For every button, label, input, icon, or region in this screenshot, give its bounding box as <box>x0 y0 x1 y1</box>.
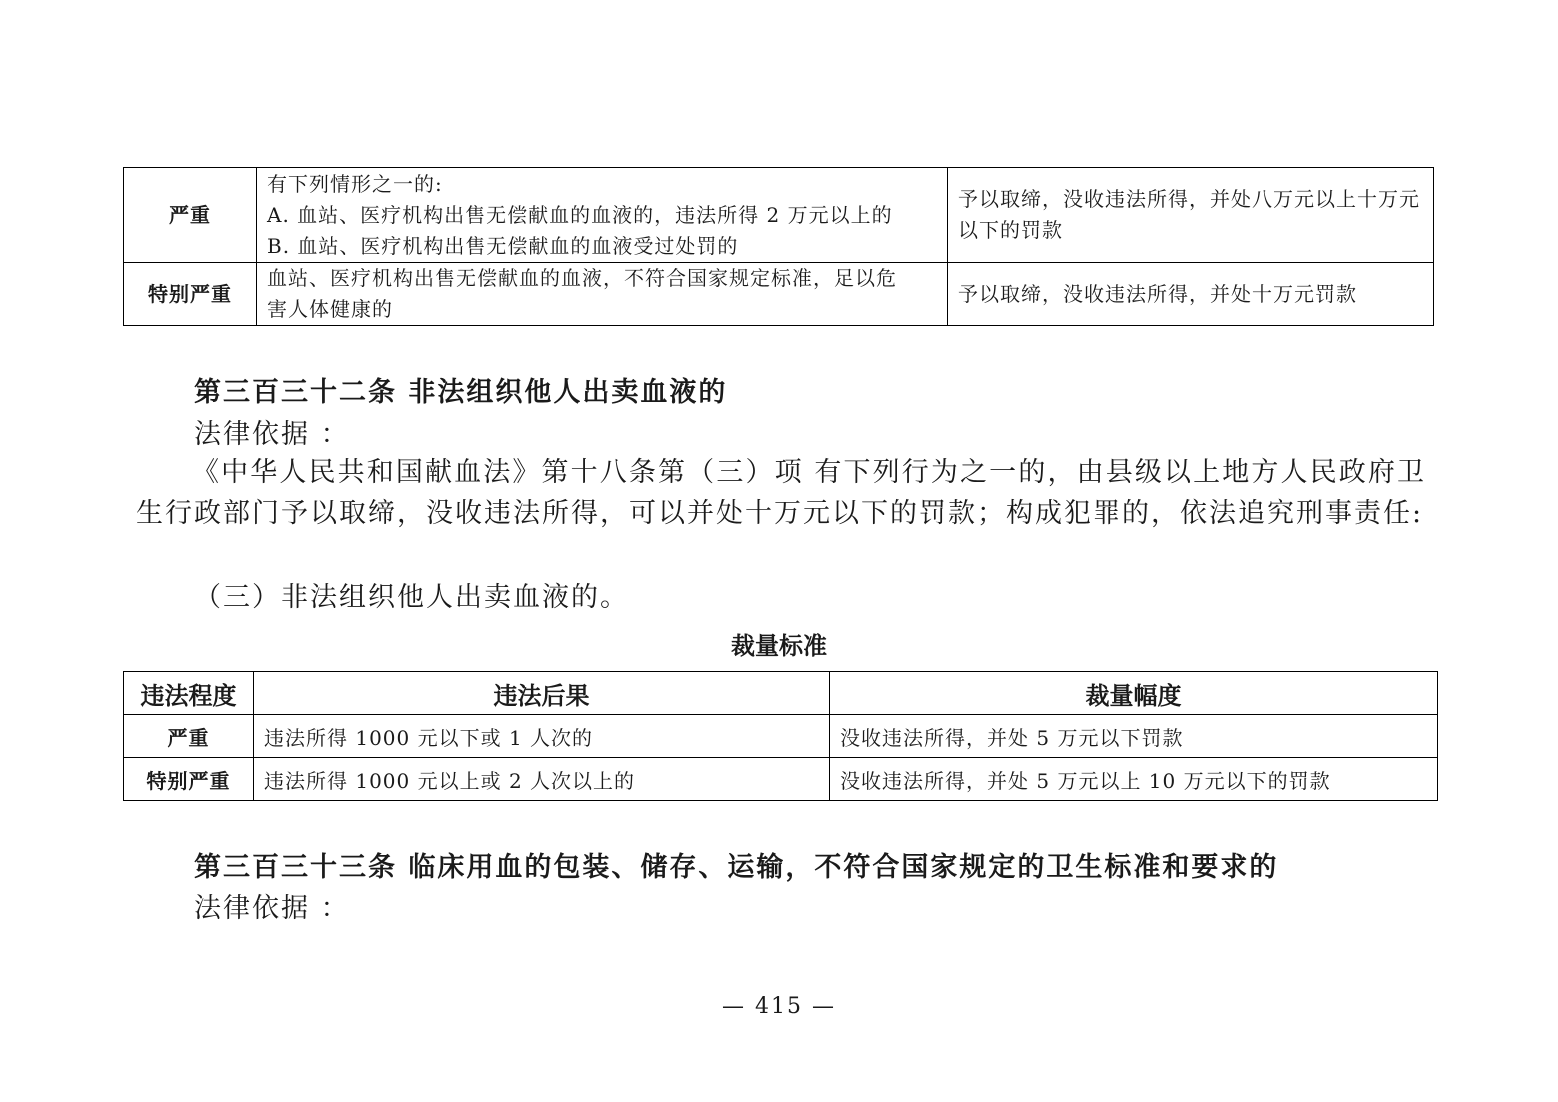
consequence-line: B. 血站、医疗机构出售无偿献血的血液受过处罚的 <box>267 233 739 258</box>
degree-cell: 严重 <box>124 715 254 758</box>
column-header: 裁量幅度 <box>830 672 1438 715</box>
consequence-line: 有下列情形之一的: <box>267 171 443 196</box>
table-caption: 裁量标准 <box>731 632 827 660</box>
table-row <box>124 715 1438 758</box>
penalty-cell: 予以取缔，没收违法所得，并处八万元以上十万元以下的罚款 <box>948 168 1434 263</box>
consequence-cell: 违法所得 1000 元以上或 2 人次以上的 <box>254 758 830 801</box>
consequence-cell <box>257 263 948 326</box>
consequence-line: 害人体健康的 <box>267 297 393 321</box>
column-header: 违法程度 <box>124 672 254 715</box>
page-number: — 415 — <box>722 994 836 1019</box>
table-row <box>124 758 1438 801</box>
legal-basis-label: 法律依据 ： <box>194 419 350 450</box>
legal-basis-label: 法律依据 ： <box>194 893 350 924</box>
consequence-cell <box>257 168 948 263</box>
consequence-line: A. 血站、医疗机构出售无偿献血的血液的，违法所得 2 万元以上的 <box>267 202 893 227</box>
degree-cell: 特别严重 <box>124 758 254 801</box>
degree-cell: 严重 <box>124 168 257 263</box>
consequence-line: 血站、医疗机构出售无偿献血的血液，不符合国家规定标准，足以危 <box>267 266 897 290</box>
legal-basis-paragraph: 《中华人民共和国献血法》第十八条第（三）项 有下列行为之一的，由县级以上地方人民政府卫生行政部门予以取缔，没收违法所得，可以并处十万元以下的罚款；构成犯罪的，依法追究刑事责任: <box>136 457 1426 529</box>
penalty-cell: 没收违法所得，并处 5 万元以下罚款 <box>830 715 1438 758</box>
penalty-table-continued <box>123 167 1434 326</box>
column-header: 违法后果 <box>254 672 830 715</box>
article-title: 第三百三十三条 临床用血的包装、储存、运输，不符合国家规定的卫生标准和要求的 <box>194 852 1279 883</box>
table-row <box>124 168 1434 263</box>
penalty-cell: 没收违法所得，并处 5 万元以上 10 万元以下的罚款 <box>830 758 1438 801</box>
article-title: 第三百三十二条 非法组织他人出卖血液的 <box>194 377 728 408</box>
table-header-row <box>124 672 1438 715</box>
consequence-cell: 违法所得 1000 元以下或 1 人次的 <box>254 715 830 758</box>
discretion-standard-table <box>123 671 1438 801</box>
penalty-cell: 予以取缔，没收违法所得，并处十万元罚款 <box>948 263 1434 326</box>
legal-item: （三）非法组织他人出卖血液的。 <box>194 582 629 613</box>
degree-cell: 特别严重 <box>124 263 257 326</box>
table-row <box>124 263 1434 326</box>
